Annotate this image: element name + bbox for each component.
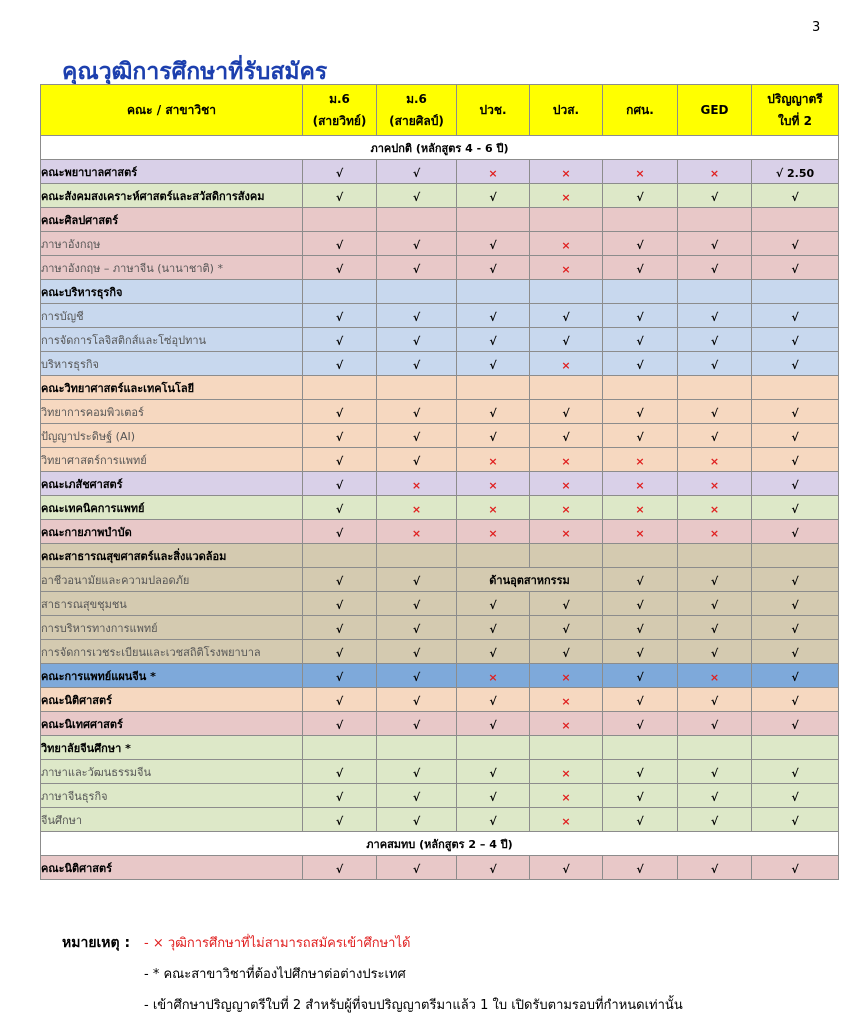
- check-mark: √: [678, 688, 752, 712]
- table-row: [41, 592, 839, 616]
- check-mark: √: [377, 424, 457, 448]
- empty-cell: [678, 208, 752, 232]
- faculty-name: คณะบริหารธุรกิจ: [41, 280, 303, 304]
- table-row: [41, 400, 839, 424]
- check-mark: √: [377, 568, 457, 592]
- cross-mark: ×: [603, 448, 678, 472]
- table-row: [41, 568, 839, 592]
- faculty-name: คณะนิติศาสตร์: [41, 856, 303, 880]
- empty-cell: [457, 208, 530, 232]
- check-mark: √: [752, 232, 839, 256]
- check-mark: √: [303, 352, 377, 376]
- check-mark: √: [752, 400, 839, 424]
- cross-mark: ×: [530, 784, 603, 808]
- check-mark: √: [752, 784, 839, 808]
- check-mark: √: [678, 400, 752, 424]
- program-name: การจัดการโลจิสติกส์และโซ่อุปทาน: [41, 328, 303, 352]
- faculty-name: คณะเภสัชศาสตร์: [41, 472, 303, 496]
- program-name: การบัญชี: [41, 304, 303, 328]
- check-mark: √: [303, 328, 377, 352]
- empty-cell: [530, 736, 603, 760]
- cross-mark: ×: [457, 664, 530, 688]
- table-row: [41, 232, 839, 256]
- check-mark: √: [752, 664, 839, 688]
- check-mark: √: [457, 256, 530, 280]
- check-mark: √: [457, 184, 530, 208]
- header-row: [41, 85, 839, 136]
- empty-cell: [303, 208, 377, 232]
- empty-cell: [530, 208, 603, 232]
- check-mark: √: [752, 616, 839, 640]
- cross-mark: ×: [530, 496, 603, 520]
- empty-cell: [303, 736, 377, 760]
- check-mark: √: [603, 640, 678, 664]
- faculty-name: คณะเทคนิคการแพทย์: [41, 496, 303, 520]
- cross-mark: ×: [377, 472, 457, 496]
- empty-cell: [457, 544, 530, 568]
- cross-mark: ×: [530, 712, 603, 736]
- check-mark: √: [678, 256, 752, 280]
- check-mark: √: [303, 472, 377, 496]
- check-mark: √: [457, 616, 530, 640]
- check-mark: √: [603, 304, 678, 328]
- check-mark: √: [457, 784, 530, 808]
- empty-cell: [678, 544, 752, 568]
- check-mark: √: [303, 664, 377, 688]
- table-row: [41, 616, 839, 640]
- empty-cell: [752, 208, 839, 232]
- check-mark: √: [377, 256, 457, 280]
- check-mark: √: [678, 640, 752, 664]
- cross-mark: ×: [377, 496, 457, 520]
- table-row: [41, 760, 839, 784]
- check-mark: √: [678, 856, 752, 880]
- check-mark: √: [303, 520, 377, 544]
- table-row: [41, 424, 839, 448]
- qualification-table: [40, 84, 839, 880]
- check-mark: √: [377, 232, 457, 256]
- check-mark: √: [377, 448, 457, 472]
- table-row: [41, 376, 839, 400]
- program-name: การบริหารทางการแพทย์: [41, 616, 303, 640]
- check-mark: √: [303, 256, 377, 280]
- empty-cell: [457, 736, 530, 760]
- check-mark: √: [752, 856, 839, 880]
- check-mark: √: [603, 184, 678, 208]
- check-mark: √: [678, 232, 752, 256]
- cross-mark: ×: [530, 808, 603, 832]
- cross-mark: ×: [530, 472, 603, 496]
- program-name: ภาษาและวัฒนธรรมจีน: [41, 760, 303, 784]
- check-mark: √: [603, 808, 678, 832]
- check-mark: √: [303, 784, 377, 808]
- check-mark: √: [377, 352, 457, 376]
- empty-cell: [530, 376, 603, 400]
- check-mark: √: [603, 232, 678, 256]
- note-abroad: - * คณะสาขาวิชาที่ต้องไปศึกษาต่อต่างประเทศ: [144, 967, 406, 982]
- check-mark: √: [377, 592, 457, 616]
- empty-cell: [603, 208, 678, 232]
- check-mark: √: [678, 760, 752, 784]
- check-mark: √: [752, 712, 839, 736]
- check-mark: √: [457, 232, 530, 256]
- check-mark: √: [377, 688, 457, 712]
- check-mark: √: [678, 352, 752, 376]
- check-mark: √: [603, 616, 678, 640]
- check-mark: √: [678, 424, 752, 448]
- cross-mark: ×: [530, 448, 603, 472]
- table-row: [41, 184, 839, 208]
- empty-cell: [752, 736, 839, 760]
- table-row: [41, 688, 839, 712]
- column-header: ม.6 (สายวิทย์): [303, 85, 377, 136]
- empty-cell: [678, 280, 752, 304]
- empty-cell: [377, 208, 457, 232]
- page-title: คุณวุฒิการศึกษาที่รับสมัคร: [62, 59, 328, 85]
- column-header: คณะ / สาขาวิชา: [41, 85, 303, 136]
- program-name: บริหารธุรกิจ: [41, 352, 303, 376]
- cross-mark: ×: [530, 664, 603, 688]
- check-mark: √: [377, 304, 457, 328]
- check-mark: √: [303, 400, 377, 424]
- table-row: [41, 712, 839, 736]
- empty-cell: [457, 280, 530, 304]
- check-mark: √: [457, 640, 530, 664]
- check-mark: √: [603, 592, 678, 616]
- faculty-name: คณะการแพทย์แผนจีน *: [41, 664, 303, 688]
- empty-cell: [603, 736, 678, 760]
- check-mark: √: [377, 664, 457, 688]
- check-mark: √: [752, 328, 839, 352]
- check-mark: √: [603, 328, 678, 352]
- check-mark: √: [377, 760, 457, 784]
- check-mark: √: [603, 688, 678, 712]
- empty-cell: [377, 736, 457, 760]
- check-mark: √: [377, 712, 457, 736]
- check-mark: √: [752, 688, 839, 712]
- check-mark: √: [377, 328, 457, 352]
- column-header: กศน.: [603, 85, 678, 136]
- check-mark: √: [530, 640, 603, 664]
- cross-mark: ×: [530, 688, 603, 712]
- check-mark: √: [530, 424, 603, 448]
- empty-cell: [603, 280, 678, 304]
- table-row: [41, 496, 839, 520]
- check-mark: √: [457, 424, 530, 448]
- program-name: สาธารณสุขชุมชน: [41, 592, 303, 616]
- cross-mark: ×: [678, 472, 752, 496]
- cross-mark: ×: [678, 448, 752, 472]
- table-row: [41, 328, 839, 352]
- cross-mark: ×: [457, 520, 530, 544]
- check-mark: √: [377, 784, 457, 808]
- empty-cell: [303, 544, 377, 568]
- table-row: [41, 664, 839, 688]
- cross-mark: ×: [377, 520, 457, 544]
- check-mark: √: [457, 808, 530, 832]
- check-mark: √: [530, 856, 603, 880]
- program-name: จีนศึกษา: [41, 808, 303, 832]
- program-name: ภาษาอังกฤษ: [41, 232, 303, 256]
- merged-note: ด้านอุตสาหกรรม: [457, 568, 603, 592]
- check-mark: √: [377, 160, 457, 184]
- cross-mark: ×: [530, 760, 603, 784]
- table-row: [41, 352, 839, 376]
- table-row: [41, 736, 839, 760]
- table-row: [41, 304, 839, 328]
- faculty-name: คณะนิเทศศาสตร์: [41, 712, 303, 736]
- cross-mark: ×: [603, 520, 678, 544]
- table-row: [41, 160, 839, 184]
- check-mark: √: [303, 496, 377, 520]
- check-mark: √: [303, 712, 377, 736]
- faculty-name: วิทยาลัยจีนศึกษา *: [41, 736, 303, 760]
- check-mark: √: [530, 400, 603, 424]
- cross-mark: ×: [603, 160, 678, 184]
- cross-mark: ×: [603, 472, 678, 496]
- faculty-name: คณะสาธารณสุขศาสตร์และสิ่งแวดล้อม: [41, 544, 303, 568]
- check-mark: √: [377, 640, 457, 664]
- check-mark: √: [752, 592, 839, 616]
- check-mark: √: [303, 808, 377, 832]
- section-row: [41, 136, 839, 160]
- check-mark: √: [752, 496, 839, 520]
- check-mark: √: [678, 568, 752, 592]
- check-mark: √: [303, 760, 377, 784]
- check-mark: √: [303, 232, 377, 256]
- cross-mark: ×: [678, 520, 752, 544]
- table-row: [41, 520, 839, 544]
- check-mark: √: [457, 400, 530, 424]
- section-row: [41, 832, 839, 856]
- check-mark: √: [303, 640, 377, 664]
- check-mark: √: [603, 400, 678, 424]
- cross-mark: ×: [457, 160, 530, 184]
- cross-mark: ×: [530, 256, 603, 280]
- notes-heading: หมายเหตุ :: [62, 935, 131, 951]
- table-row: [41, 280, 839, 304]
- table-row: [41, 784, 839, 808]
- program-name: วิทยาศาสตร์การแพทย์: [41, 448, 303, 472]
- cross-mark: ×: [457, 448, 530, 472]
- cross-mark: ×: [457, 496, 530, 520]
- empty-cell: [377, 280, 457, 304]
- check-mark: √: [457, 304, 530, 328]
- cross-mark: ×: [530, 352, 603, 376]
- table-row: [41, 856, 839, 880]
- check-mark: √: [303, 448, 377, 472]
- program-name: ภาษาอังกฤษ – ภาษาจีน (นานาชาติ) *: [41, 256, 303, 280]
- table-row: [41, 256, 839, 280]
- check-mark: √: [752, 568, 839, 592]
- cross-mark: ×: [457, 472, 530, 496]
- check-mark: √: [752, 184, 839, 208]
- cross-mark: ×: [530, 160, 603, 184]
- check-mark: √: [530, 304, 603, 328]
- check-mark: √: [303, 616, 377, 640]
- column-header: ปริญญาตรี ใบที่ 2: [752, 85, 839, 136]
- column-header: GED: [678, 85, 752, 136]
- check-mark: √: [377, 856, 457, 880]
- program-name: วิทยาการคอมพิวเตอร์: [41, 400, 303, 424]
- check-mark: √: [752, 304, 839, 328]
- check-mark: √: [678, 328, 752, 352]
- cross-mark: ×: [678, 664, 752, 688]
- check-mark: √: [678, 784, 752, 808]
- column-header: ปวช.: [457, 85, 530, 136]
- check-mark: √: [457, 328, 530, 352]
- check-mark: √: [752, 520, 839, 544]
- check-mark: √: [678, 592, 752, 616]
- check-mark: √: [752, 760, 839, 784]
- table-row: [41, 448, 839, 472]
- table-row: [41, 544, 839, 568]
- empty-cell: [377, 376, 457, 400]
- empty-cell: [603, 544, 678, 568]
- faculty-name: คณะวิทยาศาสตร์และเทคโนโลยี: [41, 376, 303, 400]
- check-mark: √: [603, 784, 678, 808]
- check-mark: √: [377, 400, 457, 424]
- faculty-name: คณะพยาบาลศาสตร์: [41, 160, 303, 184]
- empty-cell: [303, 280, 377, 304]
- cross-mark: ×: [530, 232, 603, 256]
- empty-cell: [457, 376, 530, 400]
- check-mark: √: [752, 424, 839, 448]
- table-row: [41, 640, 839, 664]
- check-mark: √: [377, 184, 457, 208]
- program-name: อาชีวอนามัยและความปลอดภัย: [41, 568, 303, 592]
- faculty-name: คณะสังคมสงเคราะห์ศาสตร์และสวัสดิการสังคม: [41, 184, 303, 208]
- check-mark: √: [752, 472, 839, 496]
- check-mark: √: [303, 424, 377, 448]
- check-mark: √: [678, 616, 752, 640]
- program-name: การจัดการเวชระเบียนและเวชสถิติโรงพยาบาล: [41, 640, 303, 664]
- check-mark: √: [303, 160, 377, 184]
- note-second-degree: - เข้าศึกษาปริญญาตรีใบที่ 2 สำหรับผู้ที่จบปริญญาตรีมาแล้ว 1 ใบ เปิดรับตามรอบที่กำหนดเท่านั้น: [144, 998, 683, 1013]
- check-mark: √: [377, 808, 457, 832]
- table-row: [41, 808, 839, 832]
- check-mark: √: [603, 664, 678, 688]
- check-mark: √: [303, 856, 377, 880]
- check-mark: √: [603, 856, 678, 880]
- cross-mark: ×: [678, 496, 752, 520]
- cross-mark: ×: [678, 160, 752, 184]
- column-header: ปวส.: [530, 85, 603, 136]
- section-label: ภาคปกติ (หลักสูตร 4 - 6 ปี): [41, 136, 839, 160]
- empty-cell: [752, 376, 839, 400]
- check-mark: √: [678, 304, 752, 328]
- empty-cell: [752, 280, 839, 304]
- check-mark: √: [678, 712, 752, 736]
- check-mark: √: [377, 616, 457, 640]
- check-mark: √: [752, 352, 839, 376]
- program-name: ปัญญาประดิษฐ์ (AI): [41, 424, 303, 448]
- check-mark: √: [603, 568, 678, 592]
- cross-mark: ×: [530, 520, 603, 544]
- check-mark: √: [457, 760, 530, 784]
- check-mark: √: [303, 688, 377, 712]
- check-mark: √: [457, 592, 530, 616]
- check-mark: √: [603, 712, 678, 736]
- check-mark: √: [678, 808, 752, 832]
- cross-mark: ×: [603, 496, 678, 520]
- check-mark: √: [752, 448, 839, 472]
- empty-cell: [678, 376, 752, 400]
- table-row: [41, 208, 839, 232]
- check-mark: √: [530, 592, 603, 616]
- check-mark: √: [530, 328, 603, 352]
- page-number: 3: [812, 20, 821, 35]
- check-mark: √: [603, 352, 678, 376]
- empty-cell: [303, 376, 377, 400]
- empty-cell: [377, 544, 457, 568]
- table-row: [41, 472, 839, 496]
- check-mark: √: [752, 640, 839, 664]
- faculty-name: คณะศิลปศาสตร์: [41, 208, 303, 232]
- cross-mark: ×: [530, 184, 603, 208]
- check-mark: √: [457, 856, 530, 880]
- check-mark: √: [752, 808, 839, 832]
- faculty-name: คณะนิติศาสตร์: [41, 688, 303, 712]
- check-mark: √: [530, 616, 603, 640]
- note-not-accepted: - × วุฒิการศึกษาที่ไม่สามารถสมัครเข้าศึกษาได้: [144, 936, 411, 951]
- check-mark: √: [303, 592, 377, 616]
- check-mark: √ 2.50: [752, 160, 839, 184]
- empty-cell: [752, 544, 839, 568]
- check-mark: √: [603, 424, 678, 448]
- check-mark: √: [603, 256, 678, 280]
- check-mark: √: [303, 568, 377, 592]
- empty-cell: [530, 544, 603, 568]
- faculty-name: คณะกายภาพบำบัด: [41, 520, 303, 544]
- check-mark: √: [752, 256, 839, 280]
- column-header: ม.6 (สายศิลป์): [377, 85, 457, 136]
- check-mark: √: [678, 184, 752, 208]
- check-mark: √: [303, 304, 377, 328]
- check-mark: √: [457, 352, 530, 376]
- check-mark: √: [303, 184, 377, 208]
- check-mark: √: [457, 712, 530, 736]
- empty-cell: [678, 736, 752, 760]
- empty-cell: [603, 376, 678, 400]
- program-name: ภาษาจีนธุรกิจ: [41, 784, 303, 808]
- section-label: ภาคสมทบ (หลักสูตร 2 – 4 ปี): [41, 832, 839, 856]
- empty-cell: [530, 280, 603, 304]
- check-mark: √: [457, 688, 530, 712]
- check-mark: √: [603, 760, 678, 784]
